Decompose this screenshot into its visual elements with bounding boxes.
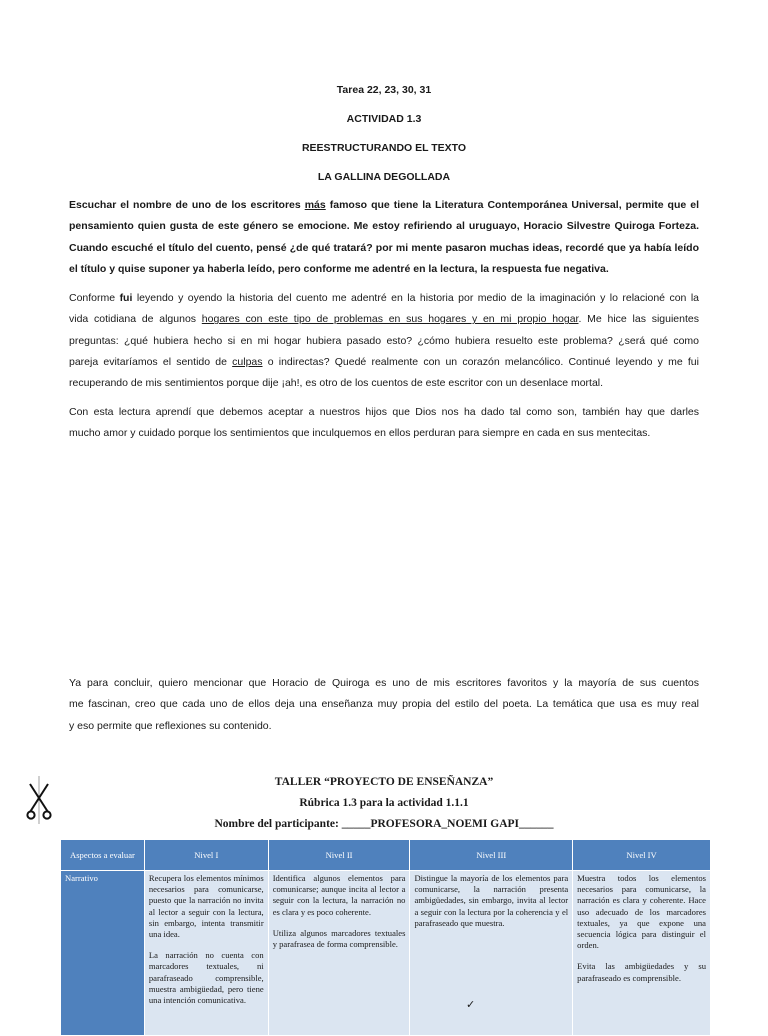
cell-text: Identifica algunos elementos para comunicarse; aunque incita al lector a seguir con la lectura, la narración no es clara y es poco coherente. [272,873,406,917]
checkmark-icon: ✓ [466,999,476,1011]
body-line: preguntas: ¿qué hubiera hecho si en mi hogar hubiera pasado esto? ¿cómo hubiera resuelto este problema? ¿será qué como [69,334,699,347]
cell-nivel-3 [410,871,573,1036]
story-title: LA GALLINA DEGOLLADA [317,171,451,183]
rubrica-title: Rúbrica 1.3 para la actividad 1.1.1 [299,797,469,809]
cell-text: Utiliza algunos marcadores textuales y parafrasea de forma comprensible. [272,927,406,950]
header-nivel-4: Nivel IV [573,840,711,871]
cell-text: Distingue la mayoría de los elementos para comunicarse, la narración presenta ambigüedades, sin embargo, invita al lector a seguir con la lectura por la coherencia y el parafraseado que muestra. [414,873,569,928]
body-line: mucho amor y cuidado porque los sentimientos que inculquemos en ellos perduran para siempre en cada en sus mentecitas. [69,427,651,440]
table-header-row [61,840,711,871]
cell-text: Muestra todos los elementos necesarios para comunicarse, la narración es clara y coherente. Hace uso adecuado de los marcadores textuales, ya que expone una secuencia lógica para distinguir el orden. [577,873,706,951]
body-underlined: hogares con este tipo de problemas en sus hogares y en mi propio hogar [201,313,579,326]
row-label-narrativo: Narrativo [61,871,145,1036]
intro-underlined: más [304,199,326,211]
header-nivel-2: Nivel II [268,840,410,871]
conclusion-line: me fascinan, creo que cada uno de ellos deja una enseñanza muy propia del estilo del poeta. La temática que usa es muy real [69,698,699,711]
participant-name: Nombre del participante: _____PROFESORA_NOEMI GAPI______ [214,818,554,830]
cell-text: La narración no cuenta con marcadores textuales, ni parafraseado comprensible, muestra ambigüedad, pero tiene una intención comunicativa. [148,950,264,1006]
intro-paragraph [69,195,699,280]
body-text: leyendo y oyendo la historia del cuento me adentré en la historia por medio de la imaginación y lo relacioné con la [132,292,699,304]
body-paragraph-2 [69,402,699,445]
rubric-table [60,839,711,1036]
table-row [61,871,711,1036]
body-text: o indirectas? Quedé realmente con un corazón melancólico. Continué leyendo y me fui [262,355,699,368]
header-nivel-3: Nivel III [410,840,573,871]
body-line: Con esta lectura aprendí que debemos aceptar a nuestros hijos que Dios nos ha dado tal como son, también hay que darles [69,406,699,418]
intro-line: el título y quise suponer ya haberla leído, pero conforme me adentré en la lectura, la respuesta fue negativa. [69,262,609,275]
body-text: vida cotidiana de algunos [69,313,202,326]
cell-text: Recupera los elementos mínimos necesarios para comunicarse, puesto que la narración no invita al lector a seguir con la lectura, sin embargo, intenta transmitir una idea. [148,873,264,940]
body-underlined: culpas [232,355,263,368]
cell-nivel-4 [573,871,711,1036]
cell-nivel-1 [144,871,268,1036]
body-text: . Me hice las siguientes [578,313,699,326]
body-line: recuperando de mis sentimientos porque dije ¡ah!, es otro de los cuentos de este escritor con un desenlace mortal. [69,377,604,390]
actividad-heading: ACTIVIDAD 1.3 [346,113,422,125]
intro-text: famoso que tiene la Literatura Contemporánea Universal, permite que el [325,199,699,211]
cell-text: Evita las ambigüedades y su parafraseado es comprensible. [577,961,706,983]
header-nivel-1: Nivel I [144,840,268,871]
intro-line: Cuando escuché el título del cuento, pensé ¿de qué tratará? por mi mente pasaron muchas ideas, recordé que ya había leído [69,241,699,254]
body-paragraph-1 [69,288,699,394]
body-text: pareja evitaríamos el sentido de [69,355,233,368]
header-aspectos: Aspectos a evaluar [61,840,145,871]
taller-title: TALLER “PROYECTO DE ENSEÑANZA” [274,776,494,788]
subtitle-heading: REESTRUCTURANDO EL TEXTO [301,142,467,154]
cell-nivel-2 [268,871,410,1036]
body-text: Conforme [69,292,120,304]
body-bold-text: fui [119,292,133,304]
conclusion-line: Ya para concluir, quiero mencionar que Horacio de Quiroga es uno de mis escritores favoritos y la mayoría de sus cuentos [69,677,699,689]
conclusion-paragraph [69,673,699,737]
intro-line: pensamiento quien gusta de este género se emocione. Me estoy refiriendo al uruguayo, Horacio Silvestre Quiroga Forteza. [69,220,699,233]
conclusion-line: y eso permite que reflexiones su contenido. [69,719,272,732]
tarea-heading: Tarea 22, 23, 30, 31 [336,84,432,96]
intro-text: Escuchar el nombre de uno de los escritores [69,199,305,211]
